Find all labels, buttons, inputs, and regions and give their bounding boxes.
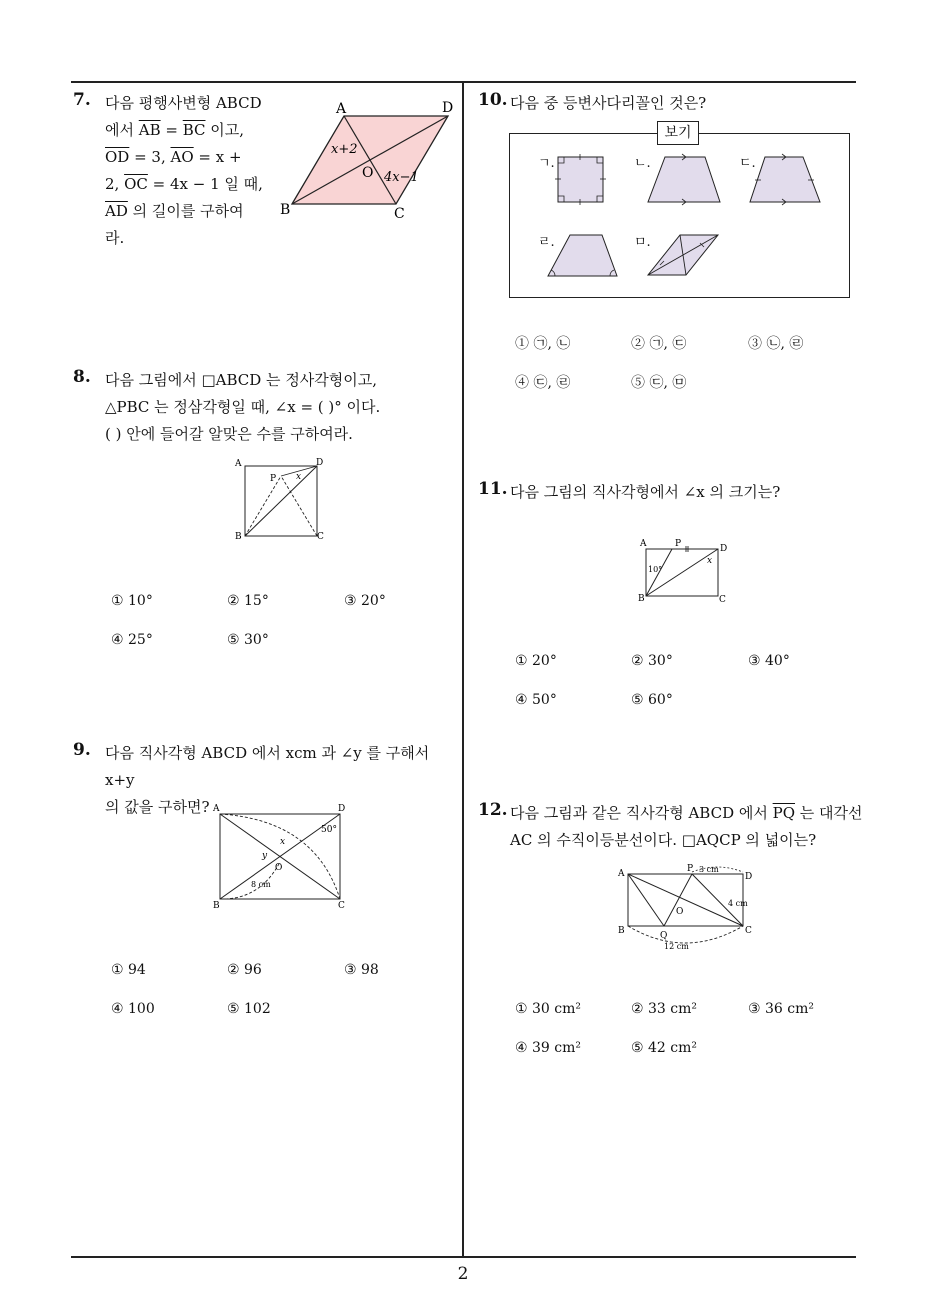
choice-3[interactable]: ③ 36 cm² — [748, 1001, 814, 1017]
label-P: P — [687, 864, 694, 874]
question-number: 12. — [478, 800, 508, 820]
column-divider — [462, 82, 464, 1257]
label-B: B — [638, 594, 645, 604]
label-B: B — [618, 926, 625, 936]
choice-1[interactable]: ① 10° — [111, 593, 153, 609]
choice-3[interactable]: ③ 98 — [344, 962, 379, 978]
label-D: D — [442, 100, 454, 116]
label-B: B — [280, 202, 291, 218]
choice-4[interactable]: ④ ㉢, ㉣ — [515, 375, 571, 391]
label-C: C — [719, 595, 726, 605]
label-bc: 12 cm — [664, 942, 689, 951]
label-C: C — [394, 206, 405, 222]
label-oc: 4x−1 — [384, 170, 419, 185]
label-x: x — [707, 556, 713, 566]
choice-2[interactable]: ② 33 cm² — [631, 1001, 697, 1017]
shape-label-3: ㄷ. — [739, 156, 756, 171]
rectangle-figure — [632, 535, 737, 605]
choice-2[interactable]: ② 96 — [227, 962, 262, 978]
question-text: 다음 그림과 같은 직사각형 ABCD 에서 $\overline{PQ}$ 는 대각선 AC 의 수직이등분선이다. □AQCP 의 넓이는? — [510, 804, 863, 849]
label-angle: 50° — [321, 825, 337, 835]
parallelogram-figure — [278, 96, 458, 226]
question-number: 11. — [478, 479, 508, 499]
label-x: x — [280, 837, 286, 847]
label-D: D — [720, 544, 728, 554]
shape-label-2: ㄴ. — [634, 156, 651, 171]
choice-4[interactable]: ④ 25° — [111, 632, 153, 648]
choice-2[interactable]: ② 15° — [227, 593, 269, 609]
choice-5[interactable]: ⑤ 42 cm² — [631, 1040, 697, 1056]
question-number: 9. — [73, 740, 91, 760]
choice-5[interactable]: ⑤ 60° — [631, 692, 673, 708]
label-y: y — [262, 851, 268, 861]
label-A: A — [618, 869, 625, 879]
label-O: O — [676, 907, 684, 917]
choice-3[interactable]: ③ 40° — [748, 653, 790, 669]
page-number: 2 — [457, 1264, 469, 1284]
choice-5[interactable]: ⑤ 30° — [227, 632, 269, 648]
label-A: A — [235, 459, 242, 469]
label-O: O — [275, 863, 283, 873]
choice-1[interactable]: ① 94 — [111, 962, 146, 978]
label-x: x — [296, 472, 302, 482]
rectangle-figure — [205, 800, 355, 912]
bottom-rule — [71, 1256, 856, 1258]
choice-4[interactable]: ④ 100 — [111, 1001, 155, 1017]
label-P: P — [675, 539, 682, 549]
label-dc: 4 cm — [728, 899, 748, 908]
choice-5[interactable]: ⑤ ㉢, ㉤ — [631, 375, 687, 391]
question-text: 다음 직사각형 ABCD 에서 xcm 과 ∠y 를 구해서 x+y 의 값을 구하면? — [105, 744, 430, 816]
label-A: A — [640, 539, 647, 549]
question-number: 7. — [73, 90, 91, 110]
question-text: 다음 그림의 직사각형에서 ∠x 의 크기는? — [510, 483, 781, 501]
label-Q: Q — [660, 931, 668, 941]
label-D: D — [316, 458, 324, 468]
example-shapes — [510, 140, 847, 290]
choice-3[interactable]: ③ 20° — [344, 593, 386, 609]
label-C: C — [338, 901, 345, 911]
shape-label-4: ㄹ. — [538, 235, 555, 250]
label-D: D — [338, 804, 346, 814]
choice-2[interactable]: ② ㉠, ㉢ — [631, 336, 687, 352]
top-rule — [71, 81, 856, 83]
label-ao: x+2 — [331, 142, 358, 157]
choice-1[interactable]: ① 20° — [515, 653, 557, 669]
label-pd: 3 cm — [699, 865, 719, 874]
label-O: O — [362, 165, 374, 181]
choice-5[interactable]: ⑤ 102 — [227, 1001, 271, 1017]
example-box-title: 보기 — [657, 121, 699, 145]
label-angle: 10° — [648, 565, 663, 574]
choice-4[interactable]: ④ 39 cm² — [515, 1040, 581, 1056]
label-C: C — [745, 926, 752, 936]
label-A: A — [213, 804, 220, 814]
question-number: 10. — [478, 90, 508, 110]
choice-2[interactable]: ② 30° — [631, 653, 673, 669]
question-number: 8. — [73, 367, 91, 387]
label-length: 8 cm — [251, 880, 271, 889]
question-text: 다음 그림에서 □ABCD 는 정사각형이고, △PBC 는 정삼각형일 때, ∠x = ( )° 이다. ( ) 안에 들어갈 알맞은 수를 구하여라. — [105, 371, 381, 443]
label-D: D — [745, 872, 753, 882]
shape-label-5: ㅁ. — [634, 235, 651, 250]
square-figure — [230, 456, 340, 546]
label-C: C — [317, 532, 324, 542]
rectangle-figure — [612, 860, 762, 955]
choice-1[interactable]: ① ㉠, ㉡ — [515, 336, 571, 352]
choice-4[interactable]: ④ 50° — [515, 692, 557, 708]
label-B: B — [213, 901, 220, 911]
label-B: B — [235, 532, 242, 542]
question-text: 다음 중 등변사다리꼴인 것은? — [510, 94, 707, 112]
label-P: P — [270, 474, 277, 484]
choice-1[interactable]: ① 30 cm² — [515, 1001, 581, 1017]
choice-3[interactable]: ③ ㉡, ㉣ — [748, 336, 804, 352]
question-text: 다음 평행사변형 ABCD 에서 $\overline{AB} = \overline{BC}$ 이고, $\overline{OD} = 3$, $\overline{AO} = x$ + 2, $\overline{OC} = 4x - 1$ 일 때, $\overline{AD}$ 의 길이를 구하여 라. — [105, 94, 263, 247]
shape-label-1: ㄱ. — [538, 156, 555, 171]
label-A: A — [336, 101, 347, 117]
